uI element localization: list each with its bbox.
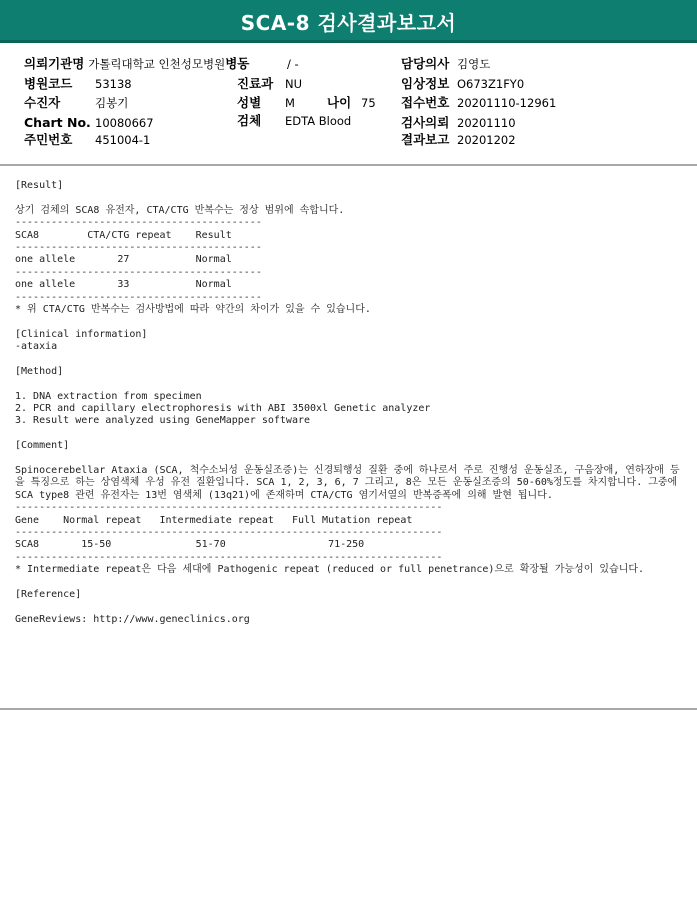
hospital-code-label: 병원코드 [24, 76, 73, 91]
clinical-info-label: 임상정보 [401, 76, 450, 91]
reference-heading: [Reference] [15, 588, 82, 600]
report-title: SCA-8 검사결과보고서 [240, 11, 457, 35]
age-label: 나이 [327, 95, 352, 110]
chart-no-label: Chart No. [24, 115, 91, 130]
report-date-label: 결과보고 [401, 132, 450, 147]
gene-table-header: Gene Normal repeat Intermediate repeat Full Mutation repeat [15, 514, 413, 526]
department-label: 진료과 [237, 76, 274, 91]
request-date-label: 검사의뢰 [401, 115, 450, 130]
method-item: 3. Result were analyzed using GeneMapper software [15, 415, 311, 427]
clinical-value: -ataxia [15, 341, 58, 353]
divider: ----------------------------------------------------------------------- [15, 502, 443, 514]
result-table-header: SCA8 CTA/CTG repeat Result [15, 229, 232, 241]
header-divider [0, 164, 697, 166]
method-item: 2. PCR and capillary electrophoresis with ABI 3500xl Genetic analyzer [15, 403, 431, 415]
sex-value: M [285, 96, 295, 110]
specimen-label: 검체 [237, 113, 262, 128]
report-date-value: 20201202 [457, 133, 516, 147]
footer-divider [0, 708, 697, 710]
method-heading: [Method] [15, 365, 64, 377]
reference-value: GeneReviews: http://www.geneclinics.org [15, 613, 250, 625]
divider: ----------------------------------------------------------------------- [15, 551, 443, 563]
institution-field [24, 57, 249, 71]
receipt-no-value: 20201110-12961 [457, 96, 557, 110]
receipt-no-label: 접수번호 [401, 95, 450, 110]
result-note: * 위 CTA/CTG 반복수는 검사방법에 따라 약간의 차이가 있을 수 있습니다. [15, 303, 371, 315]
divider: ----------------------------------------- [15, 291, 262, 303]
clinical-heading: [Clinical information] [15, 328, 148, 340]
department-value: NU [285, 77, 303, 91]
report-body [15, 180, 685, 626]
ward-value: / - [287, 57, 299, 71]
comment-text: Spinocerebellar Ataxia (SCA, 척수소뇌성 운동실조증)는 신경퇴행성 질환 중에 하나로서 주로 진행성 운동실조, 구음장애, 연하장애 등을 특징으로 하는 상염색체 우성 유전 질환입니다. SCA 1, 2, 3, 6, 7 그리고, 8은 모든 운동실조증의 50-60%정도를 차지합니다. 그중에 SCA type8 관련 유전자는 13번 염색체 (13q21)에 존재하며 CTA/CTG 염기서열의 반복증폭에 의해 발현 됩니다. [15, 464, 684, 501]
divider: ----------------------------------------- [15, 217, 262, 229]
comment-heading: [Comment] [15, 440, 70, 452]
patient-label: 수진자 [24, 95, 61, 110]
institution-label: 의뢰기관명 [24, 56, 85, 71]
ward-label: 병동 [225, 56, 250, 71]
divider: ----------------------------------------------------------------------- [15, 526, 443, 538]
result-row: one allele 27 Normal [15, 254, 232, 266]
chart-no-value: 10080667 [95, 116, 154, 130]
age-value: 75 [361, 96, 376, 110]
institution-value: 가톨릭대학교 인천성모병원 [88, 57, 226, 71]
specimen-value: EDTA Blood [285, 114, 352, 128]
title-bar [0, 0, 697, 43]
divider: ----------------------------------------- [15, 241, 262, 253]
patient-value: 김봉기 [95, 96, 129, 110]
doctor-value: 김영도 [457, 57, 491, 71]
resident-no-label: 주민번호 [24, 132, 73, 147]
result-summary: 상기 검체의 SCA8 유전자, CTA/CTG 반복수는 정상 범위에 속합니다. [15, 204, 345, 216]
method-item: 1. DNA extraction from specimen [15, 390, 202, 402]
clinical-info-value: O673Z1FY0 [457, 77, 525, 91]
hospital-code-value: 53138 [95, 77, 132, 91]
doctor-label: 담당의사 [401, 56, 450, 71]
gene-note: * Intermediate repeat은 다음 세대에 Pathogenic repeat (reduced or full penetrance)으로 확장될 가능성이 있습니다. [15, 564, 645, 576]
result-heading: [Result] [15, 180, 64, 191]
divider: ----------------------------------------- [15, 266, 262, 278]
resident-no-value: 451004-1 [95, 133, 151, 147]
sex-label: 성별 [237, 95, 262, 110]
gene-table-row: SCA8 15-50 51-70 71-250 [15, 539, 365, 551]
request-date-value: 20201110 [457, 116, 516, 130]
result-row: one allele 33 Normal [15, 279, 232, 291]
